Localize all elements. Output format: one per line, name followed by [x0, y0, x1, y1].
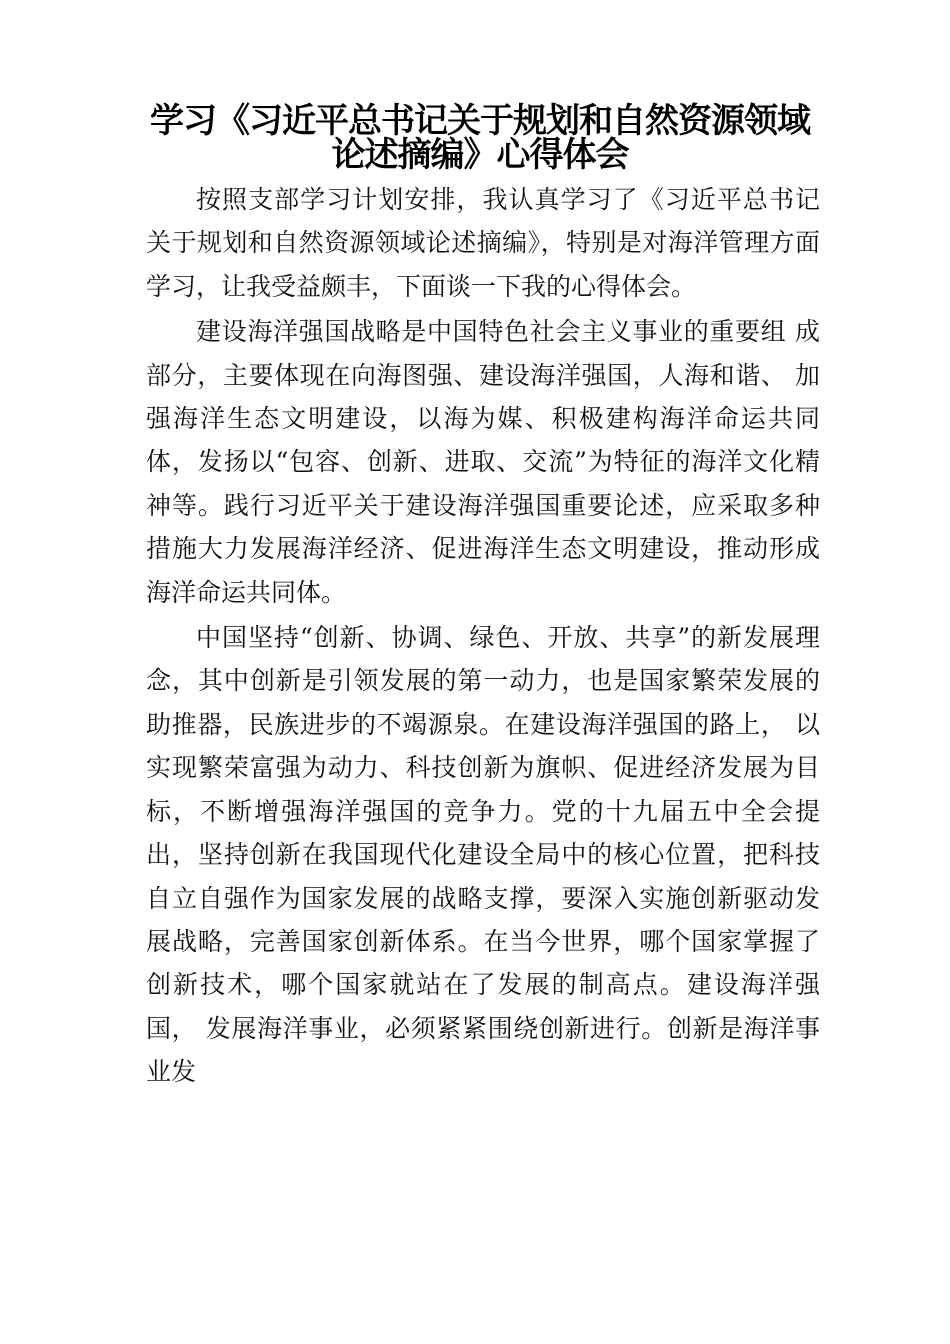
document-title: 学习《习近平总书记关于规划和自然资源领域论述摘编》心得体会 — [150, 101, 810, 175]
paragraph-intro: 按照支部学习计划安排，我认真学习了《习近平总书记关于规划和自然资源领域论述摘编》，特别是对海洋管理方面学习，让我受益颇丰，下面谈一下我的心得体会。 — [146, 185, 820, 301]
document-body — [146, 178, 820, 1096]
paragraph-innovation: 中国坚持“创新、协调、绿色、开放、共享”的新发展理念，其中创新是引领发展的第一动力，也是国家繁荣发展的助推器，民族进步的不竭源泉。在建设海洋强国的路上， 以实现繁荣富强为动力、科技创新为旗帜、促进经济发展为目标，不断增强海洋强国的竞争力。党的十九届五中全会提出，坚持创新在我国现代化建设全局中的核心位置，把科技自立自强作为国家发展的战略支撑，要深入实施创新驱动发展战略，完善国家创新体系。在当今世界，哪个国家掌握了创新技术，哪个国家就站在了发展的制高点。建设海洋强国， 发展海洋事业，必须紧紧围绕创新进行。创新是海洋事业发 — [146, 623, 820, 1087]
paragraph-maritime-strategy: 建设海洋强国战略是中国特色社会主义事业的重要组 成部分，主要体现在向海图强、建设海洋强国，人海和谐、 加强海洋生态文明建设，以海为媒、积极建构海洋命运共同体，发扬以“包容、创新、进取、交流”为特征的海洋文化精神等。践行习近平关于建设海洋强国重要论述，应采取多种措施大力发展海洋经济、促进海洋生态文明建设，推动形成海洋命运共同体。 — [146, 317, 820, 607]
